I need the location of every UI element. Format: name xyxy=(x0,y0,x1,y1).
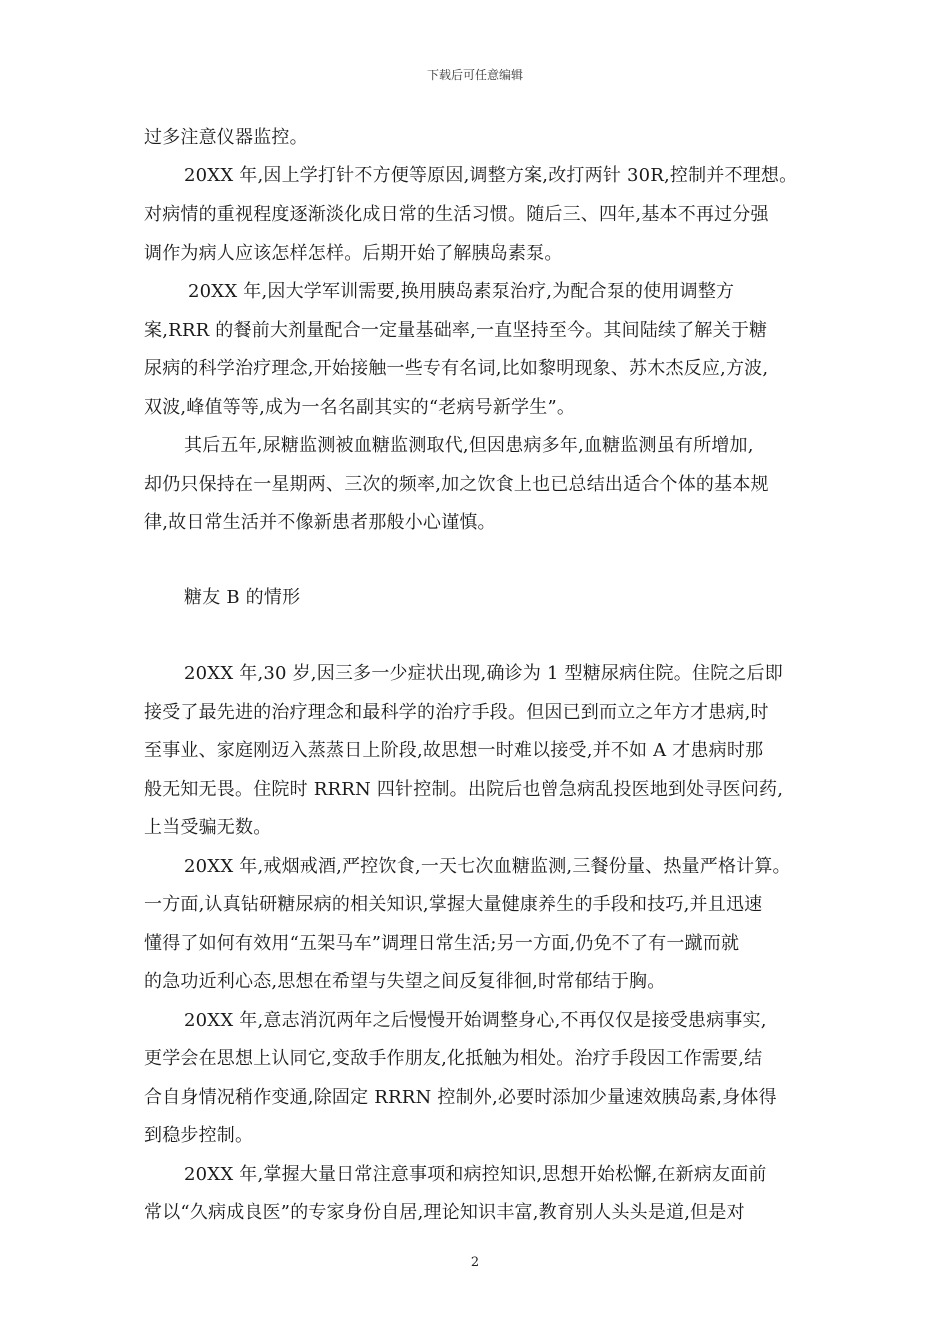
page-header: 下载后可任意编辑 xyxy=(426,68,523,82)
section-heading: 糖友 B 的情形 xyxy=(184,587,301,608)
text-line: 调作为病人应该怎样怎样。后期开始了解胰岛素泵。 xyxy=(144,243,563,264)
text-line: 案,RRR 的餐前大剂量配合一定量基础率,一直坚持至今。其间陆续了解关于糖 xyxy=(144,320,768,341)
text-line: 20XX 年,掌握大量日常注意事项和病控知识,思想开始松懈,在新病友面前 xyxy=(184,1164,767,1185)
text-line: 20XX 年,因上学打针不方便等原因,调整方案,改打两针 30R,控制并不理想。 xyxy=(184,165,798,186)
text-line: 20XX 年,意志消沉两年之后慢慢开始调整身心,不再仅仅是接受患病事实, xyxy=(184,1010,767,1031)
text-line: 尿病的科学治疗理念,开始接触一些专有名词,比如黎明现象、苏木杰反应,方波, xyxy=(144,358,769,379)
text-line: 上当受骗无数。 xyxy=(144,817,272,838)
text-line: 合自身情况稍作变通,除固定 RRRN 控制外,必要时添加少量速效胰岛素,身体得 xyxy=(144,1087,777,1108)
text-line: 对病情的重视程度逐渐淡化成日常的生活习惯。随后三、四年,基本不再过分强 xyxy=(144,204,769,225)
text-line: 一方面,认真钻研糖尿病的相关知识,掌握大量健康养生的手段和技巧,并且迅速 xyxy=(144,894,763,915)
text-line: 20XX 年,因大学军训需要,换用胰岛素泵治疗,为配合泵的使用调整方 xyxy=(188,281,735,302)
text-line: 却仍只保持在一星期两、三次的频率,加之饮食上也已总结出适合个体的基本规 xyxy=(144,474,769,495)
text-line: 至事业、家庭刚迈入蒸蒸日上阶段,故思想一时难以接受,并不如 A 才患病时那 xyxy=(144,740,764,761)
text-line: 更学会在思想上认同它,变敌手作朋友,化抵触为相处。治疗手段因工作需要,结 xyxy=(144,1048,763,1069)
text-line: 20XX 年,30 岁,因三多一少症状出现,确诊为 1 型糖尿病住院。住院之后即 xyxy=(184,663,783,684)
text-line: 20XX 年,戒烟戒酒,严控饮食,一天七次血糖监测,三餐份量、热量严格计算。 xyxy=(184,856,791,877)
text-line: 的急功近利心态,思想在希望与失望之间反复徘徊,时常郁结于胸。 xyxy=(144,971,666,992)
text-line: 过多注意仪器监控。 xyxy=(144,127,308,148)
text-line: 到稳步控制。 xyxy=(144,1125,254,1146)
text-line: 常以“久病成良医”的专家身份自居,理论知识丰富,教育别人头头是道,但是对 xyxy=(144,1202,745,1223)
page-number: 2 xyxy=(470,1255,480,1270)
text-line: 双波,峰值等等,成为一名名副其实的“老病号新学生”。 xyxy=(144,397,576,418)
text-line: 接受了最先进的治疗理念和最科学的治疗手段。但因已到而立之年方才患病,时 xyxy=(144,702,769,723)
text-line: 懂得了如何有效用“五架马车”调理日常生活;另一方面,仍免不了有一蹴而就 xyxy=(144,933,740,954)
text-line: 其后五年,尿糖监测被血糖监测取代,但因患病多年,血糖监测虽有所增加, xyxy=(184,435,754,456)
text-line: 般无知无畏。住院时 RRRN 四针控制。出院后也曾急病乱投医地到处寻医问药, xyxy=(144,779,784,800)
text-line: 律,故日常生活并不像新患者那般小心谨慎。 xyxy=(144,512,496,533)
